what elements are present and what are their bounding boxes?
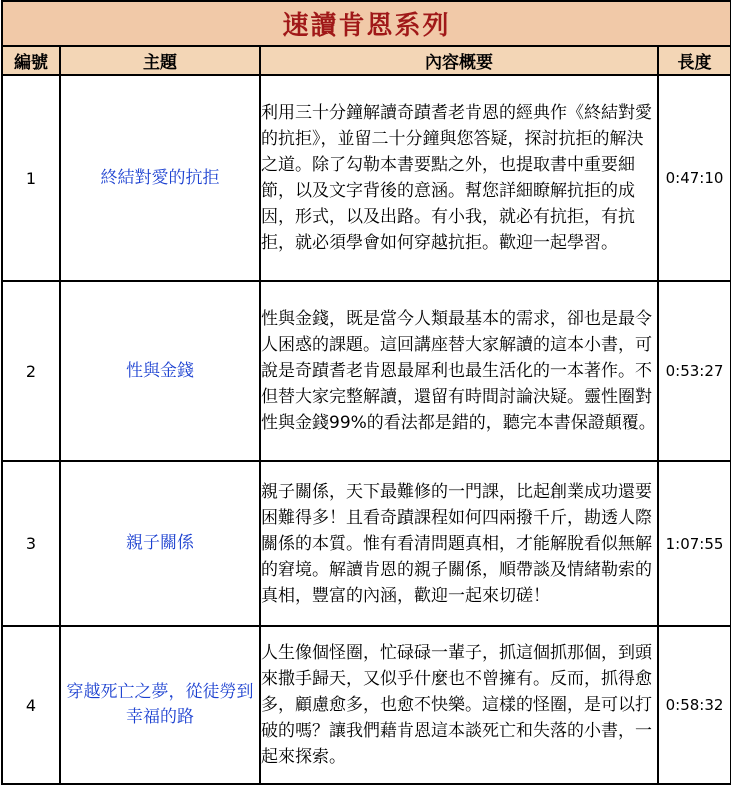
- row-topic-link[interactable]: 穿越死亡之夢，從徒勞到幸福的路: [60, 626, 260, 784]
- header-topic: 主題: [60, 46, 260, 75]
- row-topic-link[interactable]: 親子關係: [60, 461, 260, 626]
- header-number: 編號: [2, 46, 60, 75]
- row-number: 1: [2, 75, 60, 281]
- row-length: 0:47:10: [658, 75, 731, 281]
- row-topic-link[interactable]: 終結對愛的抗拒: [60, 75, 260, 281]
- header-summary: 內容概要: [260, 46, 658, 75]
- row-number: 3: [2, 461, 60, 626]
- row-length: 1:07:55: [658, 461, 731, 626]
- series-table: [1, 0, 731, 785]
- row-summary: 人生像個怪圈，忙碌碌一輩子，抓這個抓那個，到頭來撒手歸天，又似乎什麼也不曾擁有。反而，抓得愈多，顧慮愈多，也愈不快樂。這樣的怪圈，是可以打破的嗎？讓我們藉肯恩這本談死亡和失落的小書，一起來探索。: [260, 626, 658, 784]
- table-title: 速讀肯恩系列: [2, 1, 731, 46]
- row-number: 2: [2, 281, 60, 461]
- table-row: [2, 626, 731, 784]
- header-row: [2, 46, 731, 75]
- table-row: [2, 281, 731, 461]
- row-summary: 利用三十分鐘解讀奇蹟耆老肯恩的經典作《終結對愛的抗拒》，並留二十分鐘與您答疑，探討抗拒的解決之道。除了勾勒本書要點之外，也提取書中重要細節，以及文字背後的意涵。幫您詳細瞭解抗拒的成因，形式，以及出路。有小我，就必有抗拒，有抗拒，就必須學會如何穿越抗拒。歡迎一起學習。: [260, 75, 658, 281]
- header-length: 長度: [658, 46, 731, 75]
- row-length: 0:53:27: [658, 281, 731, 461]
- row-number: 4: [2, 626, 60, 784]
- table-row: [2, 75, 731, 281]
- table-row: [2, 461, 731, 626]
- row-summary: 性與金錢，既是當今人類最基本的需求，卻也是最令人困惑的課題。這回講座替大家解讀的這本小書，可說是奇蹟耆老肯恩最犀利也最生活化的一本著作。不但替大家完整解讀，還留有時間討論決疑。靈性圈對性與金錢99%的看法都是錯的，聽完本書保證顛覆。: [260, 281, 658, 461]
- title-row: [2, 1, 731, 46]
- row-length: 0:58:32: [658, 626, 731, 784]
- row-summary: 親子關係，天下最難修的一門課，比起創業成功還要困難得多！且看奇蹟課程如何四兩撥千斤，勘透人際關係的本質。惟有看清問題真相，才能解脫看似無解的窘境。解讀肯恩的親子關係，順帶談及情緒勒索的真相，豐富的內涵，歡迎一起來切磋！: [260, 461, 658, 626]
- row-topic-link[interactable]: 性與金錢: [60, 281, 260, 461]
